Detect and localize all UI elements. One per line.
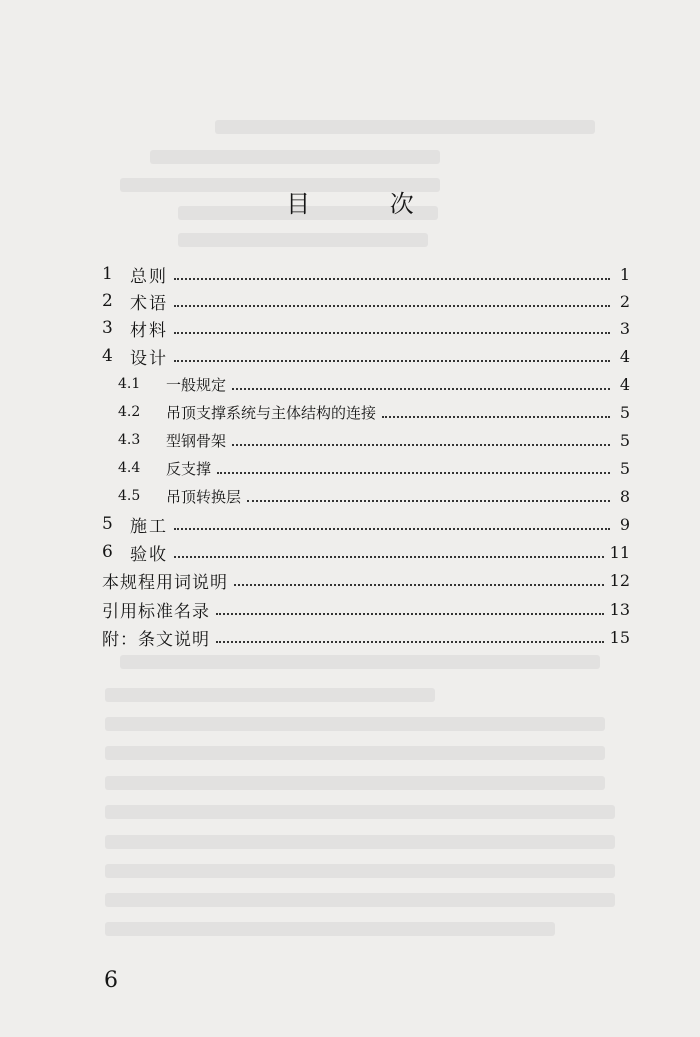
toc-entry-page: 4 bbox=[619, 346, 630, 366]
dot-leader bbox=[216, 613, 604, 615]
toc-entry-page: 9 bbox=[619, 514, 630, 534]
toc-entry-title: 一般规定 bbox=[166, 375, 227, 394]
dot-leader bbox=[232, 388, 610, 390]
page-number: 6 bbox=[104, 968, 118, 993]
toc-entry-page: 13 bbox=[609, 599, 630, 619]
toc-entry-number: 3 bbox=[102, 318, 113, 338]
toc-entry-title: 施工 bbox=[130, 516, 168, 537]
dot-leader bbox=[174, 360, 610, 362]
toc-entry-title: 术语 bbox=[130, 293, 168, 314]
dot-leader bbox=[174, 528, 610, 530]
toc-entry bbox=[102, 565, 630, 595]
toc-entry-number: 1 bbox=[102, 264, 113, 284]
page-title: 目 次 bbox=[286, 190, 450, 218]
toc-entry-number: 4 bbox=[102, 346, 113, 366]
toc-entry-page: 5 bbox=[619, 430, 630, 450]
dot-leader bbox=[247, 500, 610, 502]
toc-entry bbox=[102, 425, 630, 455]
toc-entry-title: 本规程用词说明 bbox=[102, 572, 228, 593]
toc-entry bbox=[102, 259, 630, 289]
dot-leader bbox=[234, 584, 604, 586]
toc-entry bbox=[102, 341, 630, 371]
toc-entry bbox=[102, 313, 630, 343]
toc-entry bbox=[102, 594, 630, 624]
toc-entry-title: 反支撑 bbox=[166, 459, 212, 478]
toc-entry-page: 4 bbox=[619, 374, 630, 394]
toc-entry-number: 4.2 bbox=[118, 404, 141, 420]
toc-entry bbox=[102, 509, 630, 539]
toc-entry bbox=[102, 397, 630, 427]
toc-entry-page: 8 bbox=[619, 486, 630, 506]
toc-entry-title: 总则 bbox=[130, 266, 168, 287]
dot-leader bbox=[217, 472, 610, 474]
toc-entry bbox=[102, 453, 630, 483]
dot-leader bbox=[382, 416, 610, 418]
toc-entry-page: 1 bbox=[619, 264, 630, 284]
toc-entry-page: 15 bbox=[609, 627, 630, 647]
toc-entry-number: 5 bbox=[102, 514, 113, 534]
toc-entry-page: 5 bbox=[619, 458, 630, 478]
toc-entry-number: 6 bbox=[102, 542, 113, 562]
toc-entry bbox=[102, 286, 630, 316]
toc-entry-page: 11 bbox=[609, 542, 630, 562]
toc-entry-page: 2 bbox=[619, 291, 630, 311]
toc-entry bbox=[102, 481, 630, 511]
toc-entry-title: 型钢骨架 bbox=[166, 431, 227, 450]
dot-leader bbox=[174, 556, 604, 558]
toc-entry-title: 吊顶支撑系统与主体结构的连接 bbox=[166, 403, 377, 422]
toc-entry-number: 4.5 bbox=[118, 488, 141, 504]
dot-leader bbox=[174, 305, 610, 307]
dot-leader bbox=[174, 332, 610, 334]
toc-entry bbox=[102, 537, 630, 567]
toc-entry-title: 附：条文说明 bbox=[102, 629, 210, 650]
toc-entry-number: 2 bbox=[102, 291, 113, 311]
toc-entry-title: 引用标准名录 bbox=[102, 601, 210, 622]
toc-entry-number: 4.1 bbox=[118, 376, 141, 392]
toc-entry-page: 5 bbox=[619, 402, 630, 422]
toc-entry-page: 3 bbox=[619, 318, 630, 338]
toc-entry-number: 4.4 bbox=[118, 460, 141, 476]
toc-entry bbox=[102, 369, 630, 399]
toc-entry-title: 吊顶转换层 bbox=[166, 487, 242, 506]
toc-entry-number: 4.3 bbox=[118, 432, 141, 448]
toc-entry-title: 验收 bbox=[130, 544, 168, 565]
dot-leader bbox=[232, 444, 610, 446]
dot-leader bbox=[174, 278, 610, 280]
toc-entry-title: 设计 bbox=[130, 348, 168, 369]
toc-entry bbox=[102, 622, 630, 652]
toc-entry-page: 12 bbox=[609, 570, 630, 590]
toc-entry-title: 材料 bbox=[130, 320, 168, 341]
dot-leader bbox=[216, 641, 604, 643]
